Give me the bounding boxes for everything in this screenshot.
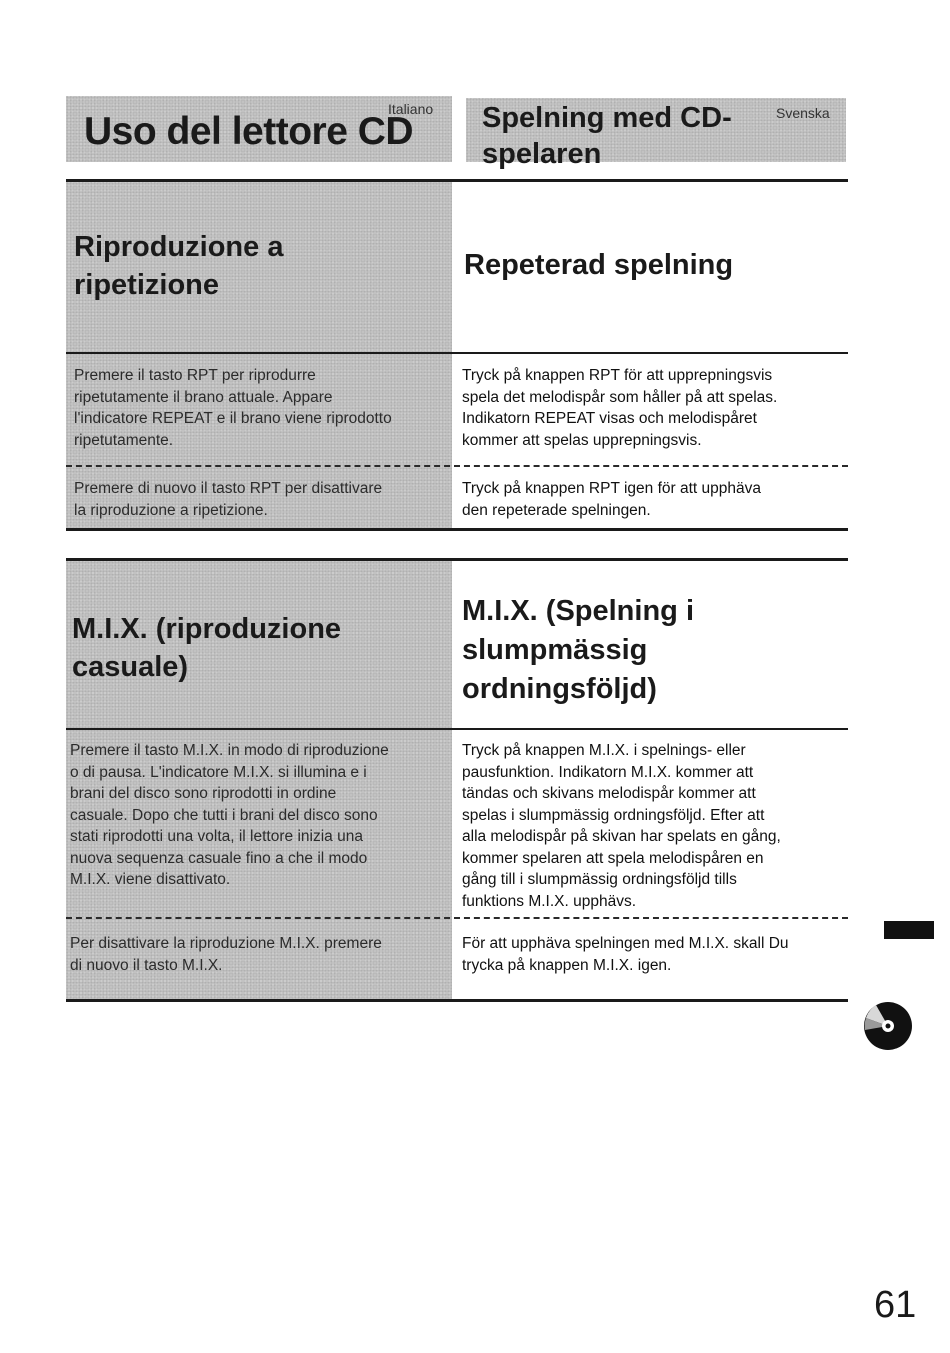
section2-italian-paragraph1: Premere il tasto M.I.X. in modo di riproduzione o di pausa. L'indicatore M.I.X. si illumina e i brani del disco sono riprodotti in ordine casuale. Dopo che tutti i brani del disco sono stati riprodotti una volta, il lettore inizia una nuova sequenza casuale fino a che il modo M.I.X. viene disattivato. <box>70 742 389 888</box>
cd-disc-icon <box>862 1000 914 1052</box>
chapter-tab-marker <box>884 921 934 939</box>
section1-swedish-paragraph1: Tryck på knappen RPT för att upprepningsvis spela det melodispår som håller på att spelas. Indikatorn REPEAT visas och melodispåret kommer att spelas upprepningsvis. <box>462 367 778 449</box>
page-number: 61 <box>874 1284 917 1326</box>
section2-italian-heading-line1: M.I.X. (riproduzione <box>72 613 342 645</box>
section2-heading-rule <box>66 728 848 730</box>
section2-italian-paragraph2: Per disattivare la riproduzione M.I.X. premere di nuovo il tasto M.I.X. <box>70 935 382 974</box>
section1-italian-paragraph2: Premere di nuovo il tasto RPT per disattivare la riproduzione a ripetizione. <box>74 480 383 519</box>
section1-heading-rule <box>66 352 848 354</box>
italian-language-tag: Italiano <box>388 101 434 117</box>
section1-swedish-heading: Repeterad spelning <box>464 249 734 281</box>
section2-swedish-heading-line3: ordningsföljd) <box>462 673 657 705</box>
section1-italian-heading-line1: Riproduzione a <box>74 231 284 263</box>
section1-italian-heading-line2: ripetizione <box>74 269 220 301</box>
section1-swedish-paragraph2: Tryck på knappen RPT igen för att upphäva den repeterade spelningen. <box>462 480 761 519</box>
swedish-page-title-line2: spelaren <box>482 138 602 170</box>
swedish-page-title-line1: Spelning med CD- <box>482 102 732 134</box>
italian-page-title: Uso del lettore CD <box>84 110 414 153</box>
swedish-language-tag: Svenska <box>776 105 830 121</box>
section2-swedish-heading-line1: M.I.X. (Spelning i <box>462 595 694 627</box>
section1-dashed-divider <box>66 465 848 467</box>
section2-bottom-rule <box>66 999 848 1002</box>
section2-dashed-divider <box>66 917 848 919</box>
section2-swedish-heading-line2: slumpmässig <box>462 634 648 666</box>
section1-italian-paragraph1: Premere il tasto RPT per riprodurre ripetutamente il brano attuale. Appare l'indicatore REPEAT e il brano viene riprodotto ripetutamente. <box>74 367 392 449</box>
section2-italian-heading-line2: casuale) <box>72 651 189 683</box>
section1-bottom-rule <box>66 528 848 531</box>
section2-swedish-paragraph1: Tryck på knappen M.I.X. i spelnings- eller pausfunktion. Indikatorn M.I.X. kommer att tändas och skivans melodispår kommer att spelas i slumpmässig ordningsföljd. Efter att alla melodispår på skivan har spelats en gång, kommer spelaren att spela melodispåren en gång till i slumpmässig ordningsföljd tills funktions M.I.X. upphävs. <box>462 742 781 910</box>
section2-swedish-paragraph2: För att upphäva spelningen med M.I.X. skall Du trycka på knappen M.I.X. igen. <box>462 935 789 974</box>
